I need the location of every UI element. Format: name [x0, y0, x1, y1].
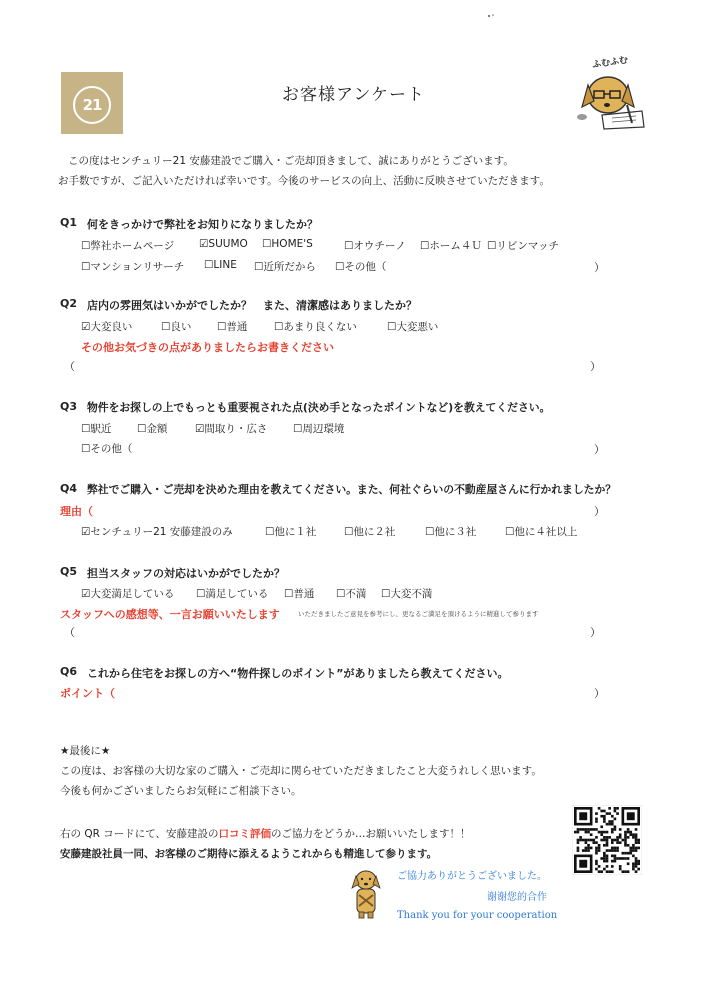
checkbox-option[interactable]: ☐その他（ [335, 261, 387, 273]
mascot-label: ふむふむ [591, 55, 629, 71]
q4-text: 弊社でご購入・ご売却を決めた理由を教えてください。また、何社ぐらいの不動産屋さんに行かれましたか？ [87, 483, 617, 496]
intro-line-2: お手数ですが、ご記入いただければ幸いです。今後のサービスの向上、活動に反映させていただきます。 [58, 175, 550, 187]
checkbox-option[interactable]: ☐近所だから [254, 261, 316, 273]
q3-close-paren: ） [594, 443, 605, 456]
q1-label: Q1 [60, 216, 78, 229]
closing-line-2: 今後も何かございましたらお気軽にご相談下さい。 [60, 785, 302, 797]
checkbox-option[interactable]: ☐良い [161, 321, 192, 333]
closing-heading: ★最後に★ [60, 745, 111, 757]
checkbox-option[interactable]: ☐HOME'S [262, 238, 313, 250]
checkbox-option[interactable]: ☐リビンマッチ [487, 240, 559, 252]
q3-text: 物件をお探しの上でもっとも重要視された点(決め手となったポイントなど)を教えてください。 [87, 401, 551, 414]
checkbox-option[interactable]: ☐大変悪い [387, 321, 439, 333]
checkbox-option[interactable]: ☐他に１社 [265, 526, 317, 538]
checkbox-option[interactable]: ☐マンションリサーチ [81, 261, 185, 273]
logo-text: 21 [73, 86, 111, 124]
closing-line-1: この度は、お客様の大切な家のご購入・ご売却に関らせていただきましたこと大変うれしく思います。 [60, 765, 542, 777]
checkbox-option[interactable]: ☐他に４社以上 [505, 526, 578, 538]
closing-final: 安藤建設社員一同、お客様のご期待に添えるようこれからも精進して参ります。 [60, 848, 438, 860]
q3-label: Q3 [60, 400, 78, 413]
checkbox-option[interactable]: ☐不満 [336, 588, 367, 600]
checkbox-option[interactable]: ☐普通 [217, 321, 248, 333]
q2-open-paren: （ [64, 360, 75, 373]
q6-point-label: ポイント（ [60, 687, 115, 700]
checkbox-option[interactable]: ☐その他（ [81, 443, 133, 455]
qr-request-pre: 右の QR コードにて、安藤建設の [60, 828, 219, 840]
q6-text: これから住宅をお探しの方へ“物件探しのポイント”がありましたら教えてください。 [87, 667, 509, 680]
q4-reason-label: 理由（ [60, 505, 93, 518]
qr-request [60, 825, 471, 843]
q5-close-paren: ） [590, 626, 601, 639]
checkbox-option[interactable]: ☐ホーム４Ｕ [420, 240, 482, 252]
thanks-en: Thank you for your cooperation [397, 910, 558, 921]
scan-specks [487, 4, 495, 10]
q5-note: スタッフへの感想等、一言お願いいたします [60, 608, 280, 621]
q5-note-small: いただきましたご意見を参考にし、更なるご満足を頂けるように精進して参ります [298, 610, 539, 618]
checkbox-option[interactable]: ☐普通 [284, 588, 315, 600]
q5-text: 担当スタッフの対応はいかがでしたか？ [87, 567, 285, 580]
checkbox-option[interactable]: ☐金額 [137, 423, 168, 435]
thanks-zh: 谢谢您的合作 [487, 892, 547, 903]
checkbox-option[interactable]: ☐周辺環境 [293, 423, 345, 435]
q1-text: 何をきっかけで弊社をお知りになりましたか？ [87, 218, 318, 231]
q5-label: Q5 [60, 565, 78, 578]
q6-close-paren: ） [594, 687, 605, 700]
checkbox-option[interactable]: ☐満足している [196, 588, 269, 600]
dog-mascot-small-icon [349, 868, 383, 920]
qr-request-red: 口コミ評価 [218, 828, 272, 840]
q2-text: 店内の雰囲気はいかがでしたか？ また、清潔感はありましたか？ [87, 299, 417, 312]
page-title: お客様アンケート [282, 85, 425, 105]
checkbox-option[interactable]: ☐大変不満 [381, 588, 433, 600]
q2-note: その他お気づきの点がありましたらお書きください [81, 341, 334, 354]
checkbox-option[interactable]: ☑センチュリー21 安藤建設のみ [81, 526, 233, 538]
intro-line-1: この度はセンチュリー21 安藤建設でご購入・ご売却頂きまして、誠にありがとうございます。 [68, 155, 514, 167]
q2-label: Q2 [60, 297, 78, 310]
q4-label: Q4 [60, 482, 78, 495]
q2-close-paren: ） [590, 360, 601, 373]
checkbox-option[interactable]: ☐他に２社 [344, 526, 396, 538]
checkbox-option[interactable]: ☑間取り・広さ [195, 423, 268, 435]
thanks-ja: ご協力ありがとうございました。 [397, 871, 547, 882]
checkbox-option[interactable]: ☐LINE [204, 259, 237, 271]
q5-open-paren: （ [64, 626, 75, 639]
checkbox-option[interactable]: ☐あまり良くない [274, 321, 357, 333]
checkbox-option[interactable]: ☑大変満足している [81, 588, 175, 600]
q1-close-paren: ） [594, 261, 605, 274]
checkbox-option[interactable]: ☐駅近 [81, 423, 112, 435]
checkbox-option[interactable]: ☑大変良い [81, 321, 133, 333]
checkbox-option[interactable]: ☑SUUMO [199, 238, 248, 250]
qr-request-post: のご協力をどうか…お願いいたします！！ [271, 828, 471, 840]
checkbox-option[interactable]: ☐他に３社 [425, 526, 477, 538]
qr-code-icon[interactable] [572, 805, 642, 875]
q4-close-paren: ） [594, 505, 605, 518]
checkbox-option[interactable]: ☐オウチーノ [344, 240, 406, 252]
checkbox-option[interactable]: ☐弊社ホームページ [81, 240, 175, 252]
q6-label: Q6 [60, 665, 78, 678]
